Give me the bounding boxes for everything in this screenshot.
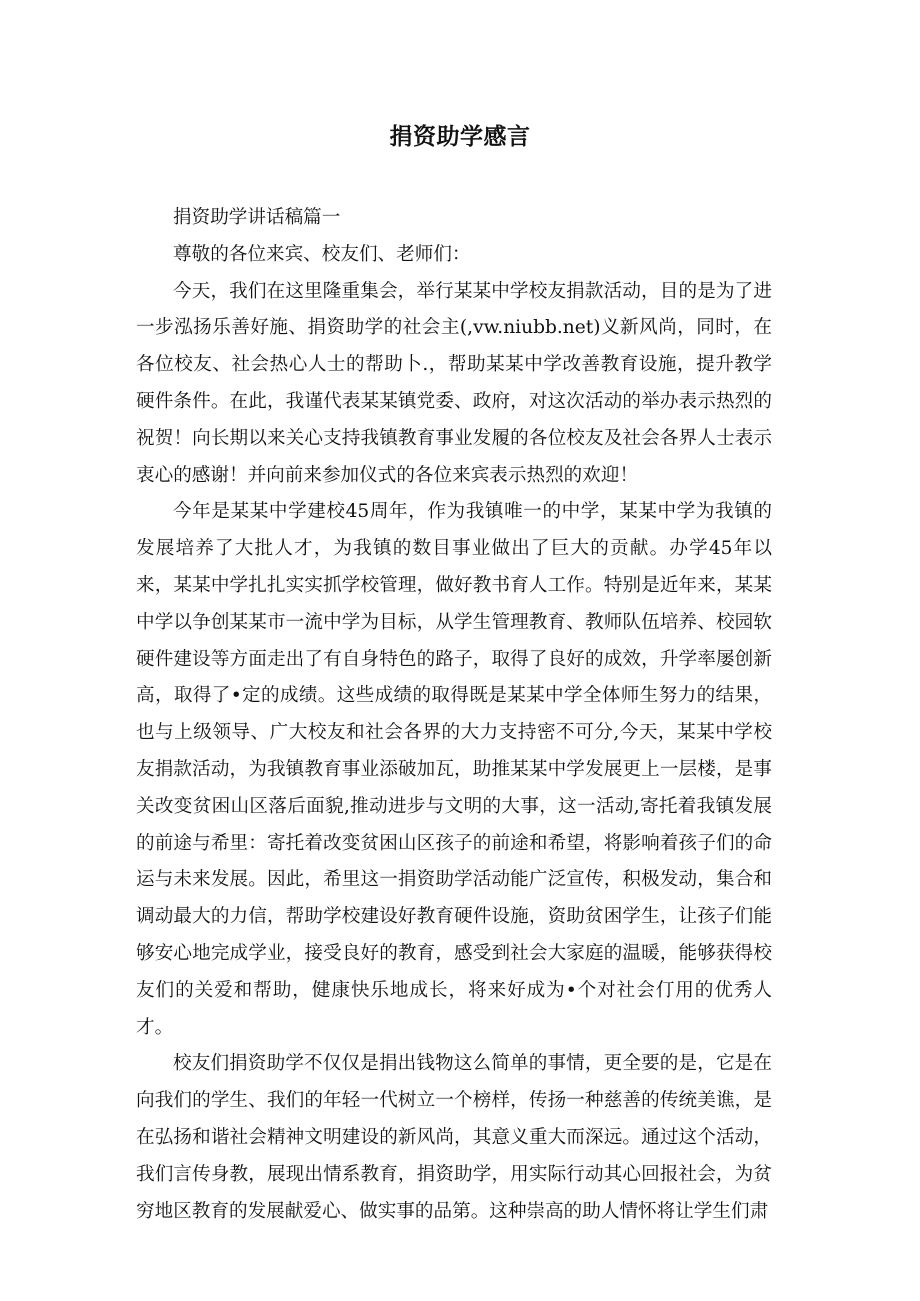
paragraph-significance: 校友们捐资助学不仅仅是捐出钱物这么简单的事情，更全要的是，它是在向我们的学生、我们的年轻一代树立一个榜样，传扬一种慈善的传统美谯，是在弘扬和谐社会精神文明建设的新风尚，其意义重大而深远。通过这个活动，我们言传身教，展现出情系教育，捐资助学，用实际行动其心回报社会，为贫穷地区教育的发展献爱心、做实事的品第。这种崇高的助人情怀将让学生们肃 <box>136 1053 772 1222</box>
document-body <box>136 200 772 1230</box>
paragraph-salutation: 尊敬的各位来宾、校友们、老师们： <box>173 243 471 265</box>
paragraph-heading: 捐资助学讲话稿篇一 <box>173 207 341 228</box>
paragraph-school-history: 今年是某某中学建校45周年，作为我镇唯一的中学，某某中学为我镇的发展培养了大批人才，为我镇的数目事业做出了巨大的贡献。办学45年以来，某某中学扎扎实实抓学校管理，做好教书育人工作。特别是近年来，某某中学以争创某某市一流中学为目标，从学生管理教育、教师队伍培养、校园软硬件建设等方面走出了有自身特色的路子，取得了良好的成效，升学率屡创新高，取得了•定的成绩。这些成绩的取得既是某某中学全体师生努力的结果，也与上级领导、广大校友和社会各界的大力支持密不可分,今天，某某中学校友捐款活动，为我镇教育事业添破加瓦，助推某某中学发展更上一层楼，是事关改变贫困山区落后面貌,推动进步与文明的大事，这一活动,寄托着我镇发展的前途与希里：寄托着改变贫困山区孩子的前途和希望，将影响着孩子们的命运与未来发展。因此，希里这一捐资助学活动能广泛宣传，积极发动，集合和调动最大的力信，帮助学校建设好教育硬件设施，资助贫困学生，让孩子们能够安心地完成学业，接受良好的教育，感受到社会大家庭的温暖，能够获得校友们的关爱和帮助，健康快乐地成长，将来好成为•个对社会仃用的优秀人才。 <box>136 501 772 1038</box>
document-title: 捐资助学感言 <box>389 124 531 150</box>
paragraph-opening: 今天，我们在这里隆重集会，举行某某中学校友捐款活动，目的是为了进一步泓扬乐善好施、捐资助学的社会主(,vw.niubb.net)义新风尚，同时，在各位校友、社会热心人士的帮助卜.，帮助某某中学改善教育设施，提升教学硬件条件。在此，我谨代表某某镇党委、政府，对这次活动的举办表示热烈的祝贺！向长期以来关心支持我镇教育事业发履的各位校友及社会各界人士表示衷心的感谢！并向前来参加仪式的各位来宾表示热烈的欢迎！ <box>136 280 772 486</box>
